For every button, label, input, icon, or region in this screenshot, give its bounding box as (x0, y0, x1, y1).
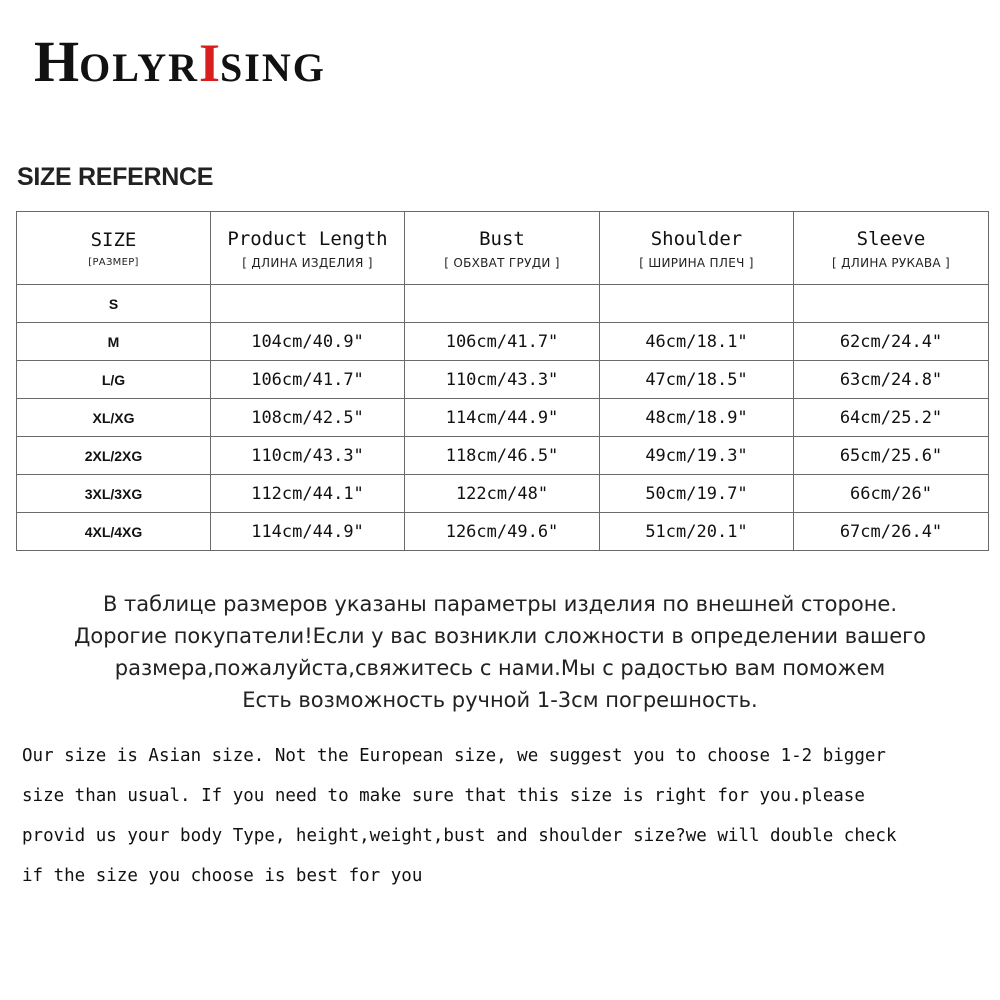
english-note-line: if the size you choose is best for you (22, 866, 423, 886)
header-label: Sleeve (856, 227, 926, 250)
header-sublabel: [ ОБХВАТ ГРУДИ ] (444, 255, 560, 270)
header-sublabel: [ ДЛИНА РУКАВА ] (832, 255, 950, 270)
english-note (22, 736, 982, 896)
header-length (211, 212, 405, 285)
size-cell: XL/XG (17, 399, 211, 437)
header-label: Bust (479, 227, 525, 250)
russian-note-line: размера,пожалуйста,свяжитесь с нами.Мы с радостью вам поможем (114, 656, 886, 680)
bust-cell (405, 285, 600, 323)
size-cell: S (17, 285, 211, 323)
size-cell: 3XL/3XG (17, 475, 211, 513)
header-sublabel: [РАЗМЕР] (88, 257, 139, 268)
logo-letter-i-accent: I (199, 33, 221, 93)
table-row (17, 399, 989, 437)
sleeve-cell: 66cm/26" (794, 475, 989, 513)
header-bust (405, 212, 600, 285)
bust-cell: 110cm/43.3" (405, 361, 600, 399)
logo-text-part2: SING (220, 45, 326, 90)
header-shoulder (600, 212, 794, 285)
header-sleeve (794, 212, 989, 285)
bust-cell: 118cm/46.5" (405, 437, 600, 475)
length-cell: 112cm/44.1" (211, 475, 405, 513)
length-cell (211, 285, 405, 323)
english-note-line: Our size is Asian size. Not the European size, we suggest you to choose 1-2 bigger (22, 746, 886, 766)
shoulder-cell (600, 285, 794, 323)
size-cell: M (17, 323, 211, 361)
sleeve-cell (794, 285, 989, 323)
shoulder-cell: 51cm/20.1" (600, 513, 794, 551)
shoulder-cell: 46cm/18.1" (600, 323, 794, 361)
russian-note-line: В таблице размеров указаны параметры изделия по внешней стороне. (102, 592, 898, 616)
russian-note-line: Есть возможность ручной 1-3см погрешность. (242, 688, 758, 712)
section-title: SIZE REFERNCE (17, 163, 214, 191)
header-size (17, 212, 211, 285)
length-cell: 104cm/40.9" (211, 323, 405, 361)
header-sublabel: [ ДЛИНА ИЗДЕЛИЯ ] (242, 255, 373, 270)
english-note-line: provid us your body Type, height,weight,bust and shoulder size?we will double check (22, 826, 897, 846)
russian-note-line: Дорогие покупатели!Если у вас возникли сложности в определении вашего (73, 624, 926, 648)
sleeve-cell: 64cm/25.2" (794, 399, 989, 437)
bust-cell: 106cm/41.7" (405, 323, 600, 361)
size-cell: L/G (17, 361, 211, 399)
shoulder-cell: 47cm/18.5" (600, 361, 794, 399)
shoulder-cell: 49cm/19.3" (600, 437, 794, 475)
brand-logo (34, 30, 326, 100)
table-row (17, 285, 989, 323)
bust-cell: 114cm/44.9" (405, 399, 600, 437)
size-cell: 4XL/4XG (17, 513, 211, 551)
russian-note (0, 588, 1000, 716)
bust-cell: 122cm/48" (405, 475, 600, 513)
table-row (17, 513, 989, 551)
table-header-row (17, 212, 989, 285)
header-sublabel: [ ШИРИНА ПЛЕЧ ] (639, 255, 754, 270)
table-row (17, 323, 989, 361)
sleeve-cell: 65cm/25.6" (794, 437, 989, 475)
sleeve-cell: 67cm/26.4" (794, 513, 989, 551)
sleeve-cell: 63cm/24.8" (794, 361, 989, 399)
length-cell: 110cm/43.3" (211, 437, 405, 475)
logo-text-part1: OLYR (79, 45, 200, 90)
table-row (17, 361, 989, 399)
bust-cell: 126cm/49.6" (405, 513, 600, 551)
table-row (17, 475, 989, 513)
english-note-line: size than usual. If you need to make sure that this size is right for you.please (22, 786, 865, 806)
length-cell: 106cm/41.7" (211, 361, 405, 399)
length-cell: 108cm/42.5" (211, 399, 405, 437)
header-label: Product Length (227, 227, 388, 250)
header-label: Shoulder (650, 227, 743, 250)
shoulder-cell: 50cm/19.7" (600, 475, 794, 513)
header-label: SIZE (90, 229, 137, 251)
logo-letter-h: H (34, 29, 80, 94)
size-cell: 2XL/2XG (17, 437, 211, 475)
length-cell: 114cm/44.9" (211, 513, 405, 551)
sleeve-cell: 62cm/24.4" (794, 323, 989, 361)
shoulder-cell: 48cm/18.9" (600, 399, 794, 437)
table-row (17, 437, 989, 475)
size-table (16, 211, 989, 551)
